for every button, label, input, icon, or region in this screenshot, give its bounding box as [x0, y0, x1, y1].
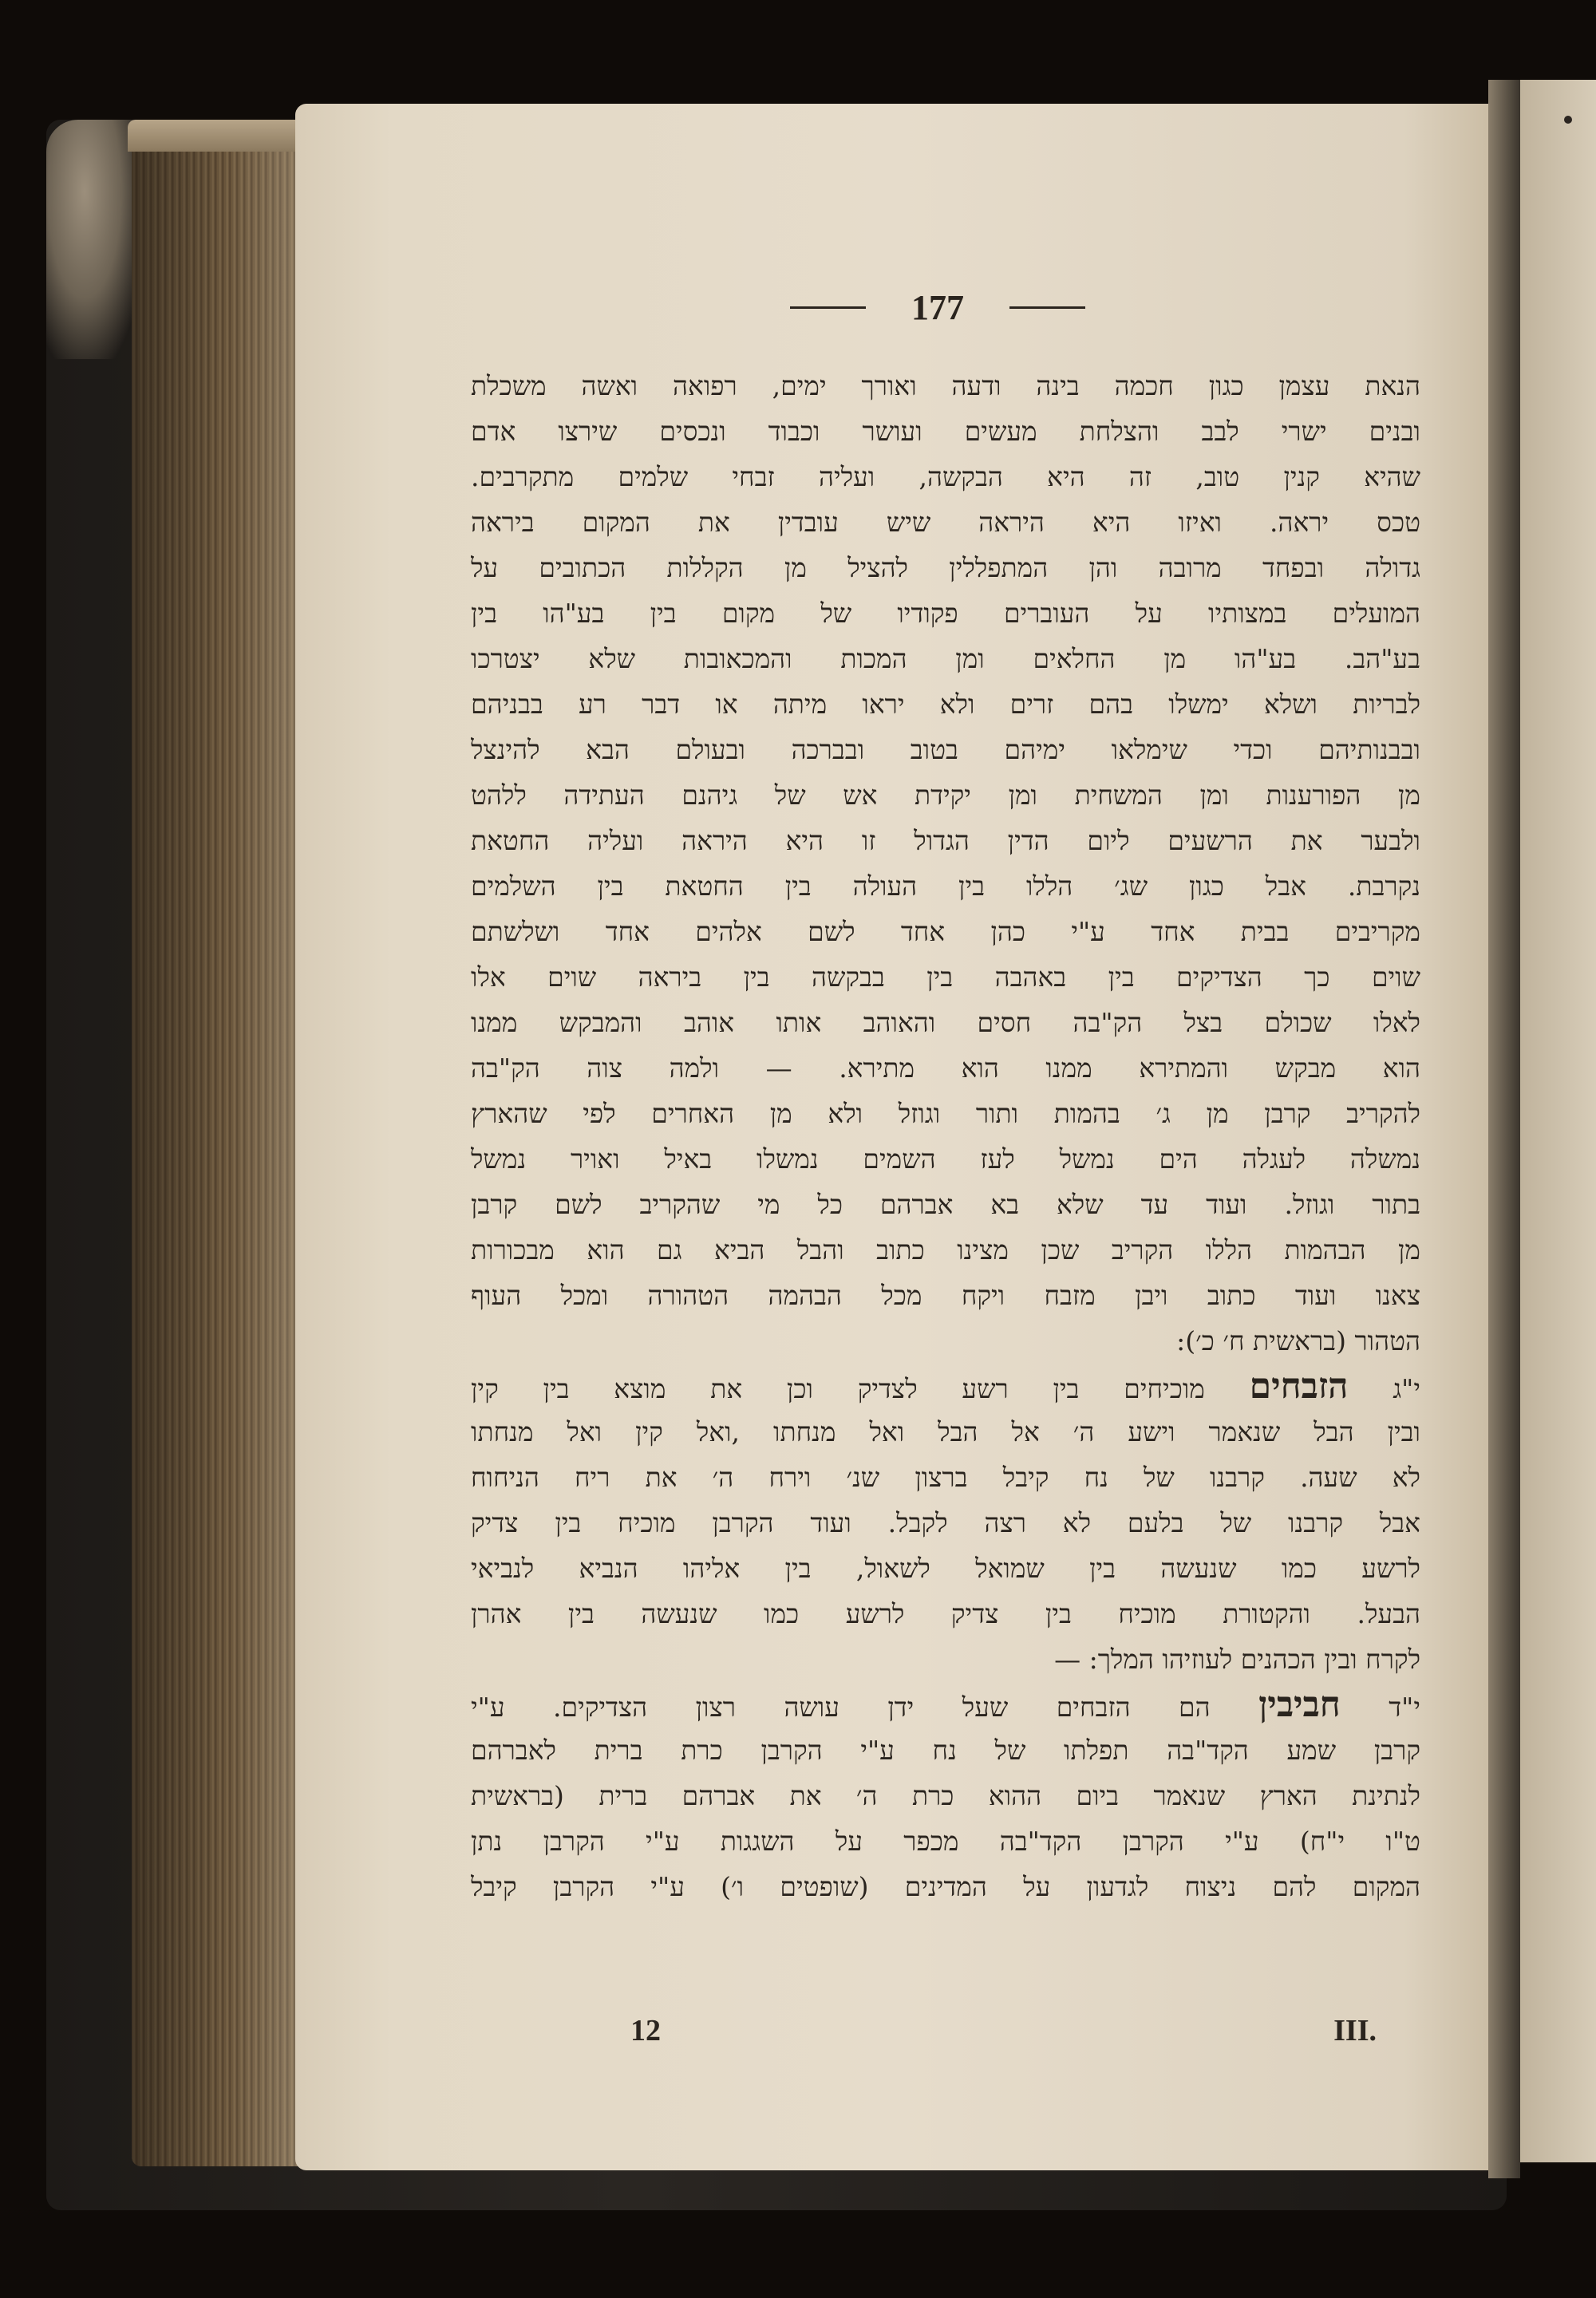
- text-line: המקום להם ניצוח לגדעון על המדינים (שופטים ו׳) ע"י הקרבן קיבל: [471, 1871, 1420, 1902]
- text-line: ובבנותיהם וכדי שימלאו ימיהם בטוב ובברכה ובעולם הבא להינצל: [471, 734, 1420, 765]
- page-footer: [630, 2011, 1377, 2051]
- text-line: המועלים במצותיו על העוברים פקודיו של מקום בין בע"הו בין: [471, 598, 1420, 629]
- text-line: לקרח ובין הכהנים לעוזיהו המלך: —: [1054, 1644, 1420, 1675]
- page-header: [790, 283, 1085, 331]
- text-line: לרשע כמו שנעשה בין שמואל לשאול, בין אליהו הנביא לנביאי: [471, 1553, 1420, 1584]
- text-line: טכס יראה. ואיזו היא היראה שיש עובדין את המקום ביראה: [471, 507, 1420, 538]
- text-line: הבעל. והקטורת מוכיח בין צדיק לרשע כמו שנעשה בין אהרן: [471, 1598, 1420, 1629]
- text-line: להקריב קרבן מן ג׳ בהמות ותור וגוזל ולא מן האחרים לפי שהארץ: [471, 1098, 1420, 1129]
- page-text-block: [471, 363, 1420, 1909]
- section-lead-word: הזבחים: [1249, 1366, 1349, 1407]
- text-line: הוא מבקש והמתירא ממנו הוא מתירא. — ולמה צוה הק"בה: [471, 1052, 1420, 1084]
- text-line: שוים כך הצדיקים בין באהבה בין בבקשה בין ביראה שוים אלו: [471, 961, 1420, 993]
- facing-page-edge: [1516, 80, 1596, 2162]
- header-rule-left: [790, 306, 866, 309]
- text-line: בע"הב. בע"הו מן החלאים ומן המכות והמכאובות שלא יצטרכו: [471, 643, 1420, 674]
- page-block-shading: [132, 128, 307, 2166]
- text-line: צאנו ועוד כתוב ויבן מזבח ויקח מכל הבהמה הטהורה ומכל העוף: [471, 1280, 1420, 1311]
- text-line: ובנים ישרי לבב והצלחת מעשים ועושר וכבוד ונכסים שירצו אדם: [471, 416, 1420, 447]
- text-line: אבל קרבנו של בלעם לא רצה לקבל. ועוד הקרבן מוכיח בין צדיק: [471, 1507, 1420, 1538]
- text-line: נמשלה לעגלה הים נמשל לעז השמים נמשלו באיל ואויר נמשל: [471, 1143, 1420, 1175]
- text-line: י"ג הזבחים מוכיחים בין רשע לצדיק וכן את מוצא בין קין: [471, 1366, 1420, 1407]
- page-number: 177: [911, 287, 964, 327]
- signature-number: 12: [630, 2014, 661, 2047]
- text-line: ט"ו י"ח) ע"י הקרבן הקד"בה מכפר על השגגות ע"י הקרבן נתן: [471, 1826, 1420, 1857]
- section-lead-word: חביבין: [1258, 1684, 1341, 1725]
- worn-cover-corner: [46, 120, 142, 359]
- text-line: לנתינת הארץ שנאמר ביום ההוא כרת ה׳ את אברהם ברית (בראשית: [471, 1780, 1420, 1811]
- text-line: מן הפורענות ומן המשחית ומן יקידת אש של גיהנם העתידה ללהט: [471, 780, 1420, 811]
- text-line: ולבער את הרשעים ליום הדין הגדול זו היא היראה ועליה החטאת: [471, 825, 1420, 856]
- text-line: ובין הבל שנאמר וישע ה׳ אל הבל ואל מנחתו ,ואל קין ואל מנחתו: [471, 1416, 1420, 1447]
- text-line: שהיא קנין טוב, זה היא הבקשה, ועליה זבחי שלמים מתקרבים.: [471, 461, 1420, 492]
- page-block-top: [128, 120, 319, 152]
- text-line: קרבן שמע הקד"בה תפלתו של נח ע"י הקרבן כרת ברית לאברהם: [471, 1735, 1420, 1766]
- text-line: הנאת עצמן כגון חכמה בינה ודעה ואורך ימים, רפואה ואשה משכלת: [471, 370, 1420, 401]
- text-line: מקריבים בבית אחד ע"י כהן אחד לשם אלהים אחד ושלשתם: [471, 916, 1420, 947]
- speck: [1564, 116, 1572, 124]
- text-line: מן הבהמות הללו הקריב שכן מצינו כתוב והבל הביא גם הוא מבכורות: [471, 1234, 1420, 1265]
- text-line: לא שעה. קרבנו של נח קיבל ברצון שנ׳ וירח ה׳ את ריח הניחוח: [471, 1462, 1420, 1493]
- gutter-shadow: [1488, 80, 1520, 2178]
- text-line: גדולה ובפחד מרובה והן המתפללין להציל מן הקללות הכתובים על: [471, 552, 1420, 583]
- text-line: לאלו שכולם בצל הק"בה חסים והאוהב אותו אוהב והמבקש ממנו: [471, 1007, 1420, 1038]
- text-line: י"ד חביבין הם הזבחים שעל ידן עושה רצון הצדיקים. ע"י: [471, 1684, 1420, 1725]
- text-line: בתור וגוזל. ועוד עד שלא בא אברהם כל מי שהקריב לשם קרבן: [471, 1189, 1420, 1220]
- text-line: הטהור (בראשית ח׳ כ׳):: [1176, 1325, 1420, 1356]
- text-line: נקרבת. אבל כגון שג׳ הללו בין העולה בין החטאת בין השלמים: [471, 871, 1420, 902]
- text-line: לבריות ושלא ימשלו בהם זרים ולא יראו מיתה או דבר רע בבניהם: [471, 689, 1420, 720]
- header-rule-right: [1009, 306, 1085, 309]
- volume-number: III.: [1333, 2014, 1377, 2047]
